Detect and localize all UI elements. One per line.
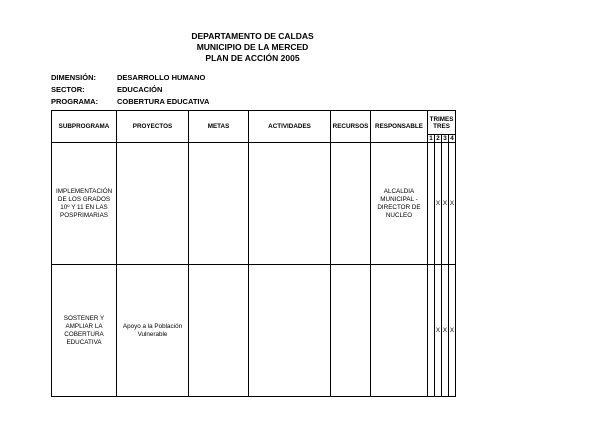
trimestre-4-cell: X — [449, 143, 456, 265]
col-recursos: RECURSOS — [331, 111, 371, 143]
sector-label: SECTOR: — [51, 85, 85, 94]
proyectos-cell: Apoyo a la Población Vulnerable — [117, 265, 189, 397]
action-plan-table — [51, 110, 456, 397]
trimestre-2: 2 — [436, 135, 440, 142]
programa-value: COBERTURA EDUCATIVA — [117, 97, 210, 106]
col-trimestres: TRIMES TRES — [428, 111, 456, 135]
trimestre-4: 4 — [450, 135, 454, 142]
programa-label: PROGRAMA: — [51, 97, 99, 106]
actividades-cell — [249, 265, 331, 397]
actividades-cell — [249, 143, 331, 265]
subprograma-cell: IMPLEMENTACIÓN DE LOS GRADOS 10º Y 11 EN LAS POSPRIMARIAS — [52, 143, 117, 265]
plan-meta — [51, 72, 209, 108]
trimestre-2-cell: X — [435, 265, 442, 397]
trimestre-1: 1 — [429, 135, 433, 142]
trimestre-3-cell: X — [442, 265, 449, 397]
document-header — [0, 31, 505, 64]
col-metas: METAS — [189, 111, 249, 143]
trimestre-3-cell: X — [442, 143, 449, 265]
meta-sector — [51, 84, 209, 96]
table-row — [52, 265, 456, 397]
col-responsable: RESPONSABLE — [371, 111, 428, 143]
table-row — [52, 143, 456, 265]
dimension-label: DIMENSIÓN: — [51, 73, 96, 82]
responsable-cell: ALCALDIA MUNICIPAL - DIRECTOR DE NUCLEO — [371, 143, 428, 265]
trimestre-1-cell — [428, 143, 435, 265]
trimestre-1-cell — [428, 265, 435, 397]
dimension-value: DESARROLLO HUMANO — [117, 73, 206, 82]
col-actividades: ACTIVIDADES — [249, 111, 331, 143]
responsable-cell — [371, 265, 428, 397]
trimestre-3: 3 — [443, 135, 447, 142]
col-subprograma: SUBPROGRAMA — [52, 111, 117, 143]
meta-programa — [51, 96, 209, 108]
metas-cell — [189, 143, 249, 265]
subprograma-cell: SOSTENER Y AMPLIAR LA COBERTURA EDUCATIVA — [52, 265, 117, 397]
sector-value: EDUCACIÓN — [117, 85, 163, 94]
col-proyectos: PROYECTOS — [117, 111, 189, 143]
trimestre-4-cell: X — [449, 265, 456, 397]
header-plan-title: PLAN DE ACCIÓN 2005 — [205, 53, 300, 63]
trimestre-2-cell: X — [435, 143, 442, 265]
recursos-cell — [331, 265, 371, 397]
meta-dimension — [51, 72, 209, 84]
header-municipality: MUNICIPIO DE LA MERCED — [196, 42, 309, 52]
metas-cell — [189, 265, 249, 397]
header-department: DEPARTAMENTO DE CALDAS — [191, 31, 314, 41]
recursos-cell — [331, 143, 371, 265]
proyectos-cell — [117, 143, 189, 265]
